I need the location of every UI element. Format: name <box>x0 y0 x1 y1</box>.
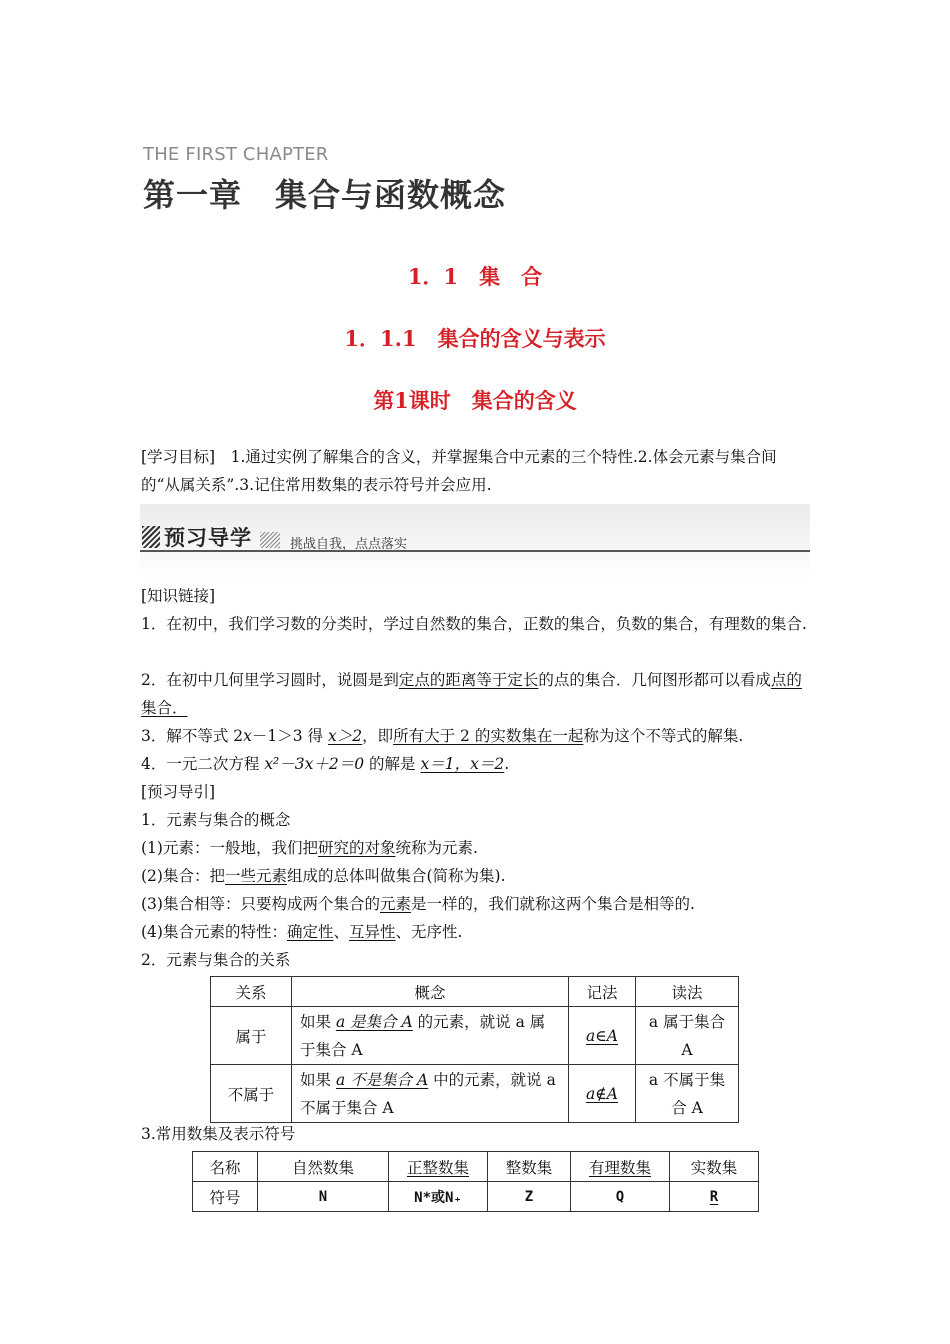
subsection-heading: 1．1.1 集合的含义与表示 <box>344 326 606 351</box>
table-header: 读法 <box>636 977 739 1007</box>
text-run: 2．在初中几何里学习圆时，说圆是到 <box>141 671 399 689</box>
fill-answer: 元素 <box>379 895 411 913</box>
table-row <box>211 1007 739 1065</box>
text-run: 如果 <box>300 1070 336 1089</box>
fill-answer: 研究的对象 <box>317 839 396 857</box>
stripe-decoration-icon <box>260 532 280 548</box>
set-name-cell: 整数集 <box>488 1152 571 1182</box>
section-1-title: 1．元素与集合的概念 <box>141 811 291 829</box>
section-2-title: 2．元素与集合的关系 <box>141 951 291 969</box>
set-name-cell: 自然数集 <box>258 1152 389 1182</box>
relation-table <box>210 976 739 1123</box>
preview-label: [预习导引] <box>141 783 216 801</box>
definition-element <box>141 834 478 862</box>
table-row <box>211 1065 739 1123</box>
table-header: 概念 <box>292 977 569 1007</box>
text-run: 称为这个不等式的解集. <box>583 727 744 745</box>
definition-set-equality <box>141 890 695 918</box>
symbol-cell: N <box>258 1182 389 1212</box>
table-header-row <box>211 977 739 1007</box>
fill-answer: 确定性 <box>286 923 334 941</box>
math-var: x <box>243 727 252 745</box>
section-3-title: 3.常用数集及表示符号 <box>141 1125 296 1143</box>
banner-title: 预习导学 <box>164 526 252 550</box>
text-run: (1)元素：一般地，我们把 <box>141 839 318 857</box>
text-run: 是一样的，我们就称这两个集合是相等的. <box>410 895 695 913</box>
reading-cell: a 属于集合 A <box>636 1007 739 1065</box>
text-run: 的元素，就说 a 属于集合 A <box>300 1012 546 1059</box>
definition-set <box>141 862 506 890</box>
text-run: (3)集合相等：只要构成两个集合的 <box>141 895 380 913</box>
set-name-cell: 有理数集 <box>571 1152 670 1182</box>
text-run: 组成的总体叫做集合(简称为集). <box>286 867 506 885</box>
text-run: －1＞3 得 <box>251 727 324 745</box>
text-run: 统称为元素. <box>395 839 478 857</box>
set-name-cell: 正整数集 <box>389 1152 488 1182</box>
concept-cell <box>292 1007 569 1065</box>
symbol-cell: Q <box>571 1182 670 1212</box>
text-run: 中的元素，就说 a 不属于集合 A <box>300 1070 556 1117</box>
table-row <box>193 1152 759 1182</box>
text-run: 的解是 <box>369 755 416 773</box>
stripe-decoration-icon <box>142 526 160 548</box>
reading-cell: a 不属于集合 A <box>636 1065 739 1123</box>
text-run: 、 <box>333 923 349 941</box>
knowledge-item-4 <box>141 750 509 778</box>
fill-answer: 所有大于 2 的实数集在一起 <box>393 727 584 745</box>
banner-subtitle: 挑战自我，点点落实 <box>290 537 408 552</box>
fill-answer: x＝1，x＝2 <box>420 755 505 773</box>
fill-answer: 定点的距离等于定长 <box>398 671 539 689</box>
knowledge-link-label: [知识链接] <box>141 587 216 605</box>
set-name-cell: 实数集 <box>670 1152 759 1182</box>
text-run: ，即 <box>362 727 394 745</box>
table-header: 关系 <box>211 977 292 1007</box>
symbol-cell: R <box>670 1182 759 1212</box>
symbol-cell: N*或N₊ <box>389 1182 488 1212</box>
text-run: 4．一元二次方程 <box>141 755 260 773</box>
notation-cell: a∈A <box>569 1007 636 1065</box>
chapter-label-en: THE FIRST CHAPTER <box>143 144 329 165</box>
table-header: 记法 <box>569 977 636 1007</box>
fill-answer: x＞2 <box>328 727 363 745</box>
text-run: 的点的集合．几何图形都可以看成 <box>538 671 771 689</box>
relation-cell: 不属于 <box>211 1065 292 1123</box>
notation-cell: a∉A <box>569 1065 636 1123</box>
knowledge-item-1: 1．在初中，我们学习数的分类时，学过自然数的集合，正数的集合，负数的集合，有理数的集合. <box>141 615 807 633</box>
text-run: 如果 <box>300 1012 336 1031</box>
knowledge-item-2 <box>141 666 811 722</box>
fill-answer: a 不是集合 A <box>335 1070 429 1089</box>
relation-cell: 属于 <box>211 1007 292 1065</box>
fill-answer: a 是集合 A <box>335 1012 413 1031</box>
text-run: (4)集合元素的特性： <box>141 923 287 941</box>
number-set-table <box>192 1151 759 1212</box>
symbol-cell: Z <box>488 1182 571 1212</box>
section-heading: 1．1 集 合 <box>407 264 543 289</box>
table-row <box>193 1182 759 1212</box>
text-run: 3．解不等式 2 <box>141 727 244 745</box>
row-label: 符号 <box>193 1182 258 1212</box>
concept-cell <box>292 1065 569 1123</box>
set-properties <box>141 918 462 946</box>
text-run: (2)集合：把 <box>141 867 225 885</box>
fill-answer: 一些元素 <box>224 867 287 885</box>
fill-answer: 点的集合． <box>141 671 802 717</box>
fill-answer: 互异性 <box>349 923 396 941</box>
text-run: 、无序性. <box>395 923 463 941</box>
row-label: 名称 <box>193 1152 258 1182</box>
learning-objectives: [学习目标] 1.通过实例了解集合的含义，并掌握集合中元素的三个特性.2.体会元素与集合间的“从属关系”.3.记住常用数集的表示符号并会应用. <box>141 448 777 494</box>
knowledge-item-3 <box>141 722 743 750</box>
lesson-heading: 第1课时 集合的含义 <box>373 388 577 413</box>
chapter-title: 第一章 集合与函数概念 <box>143 176 507 214</box>
text-run: . <box>504 755 510 773</box>
equation: x²－3x＋2＝0 <box>264 755 365 773</box>
